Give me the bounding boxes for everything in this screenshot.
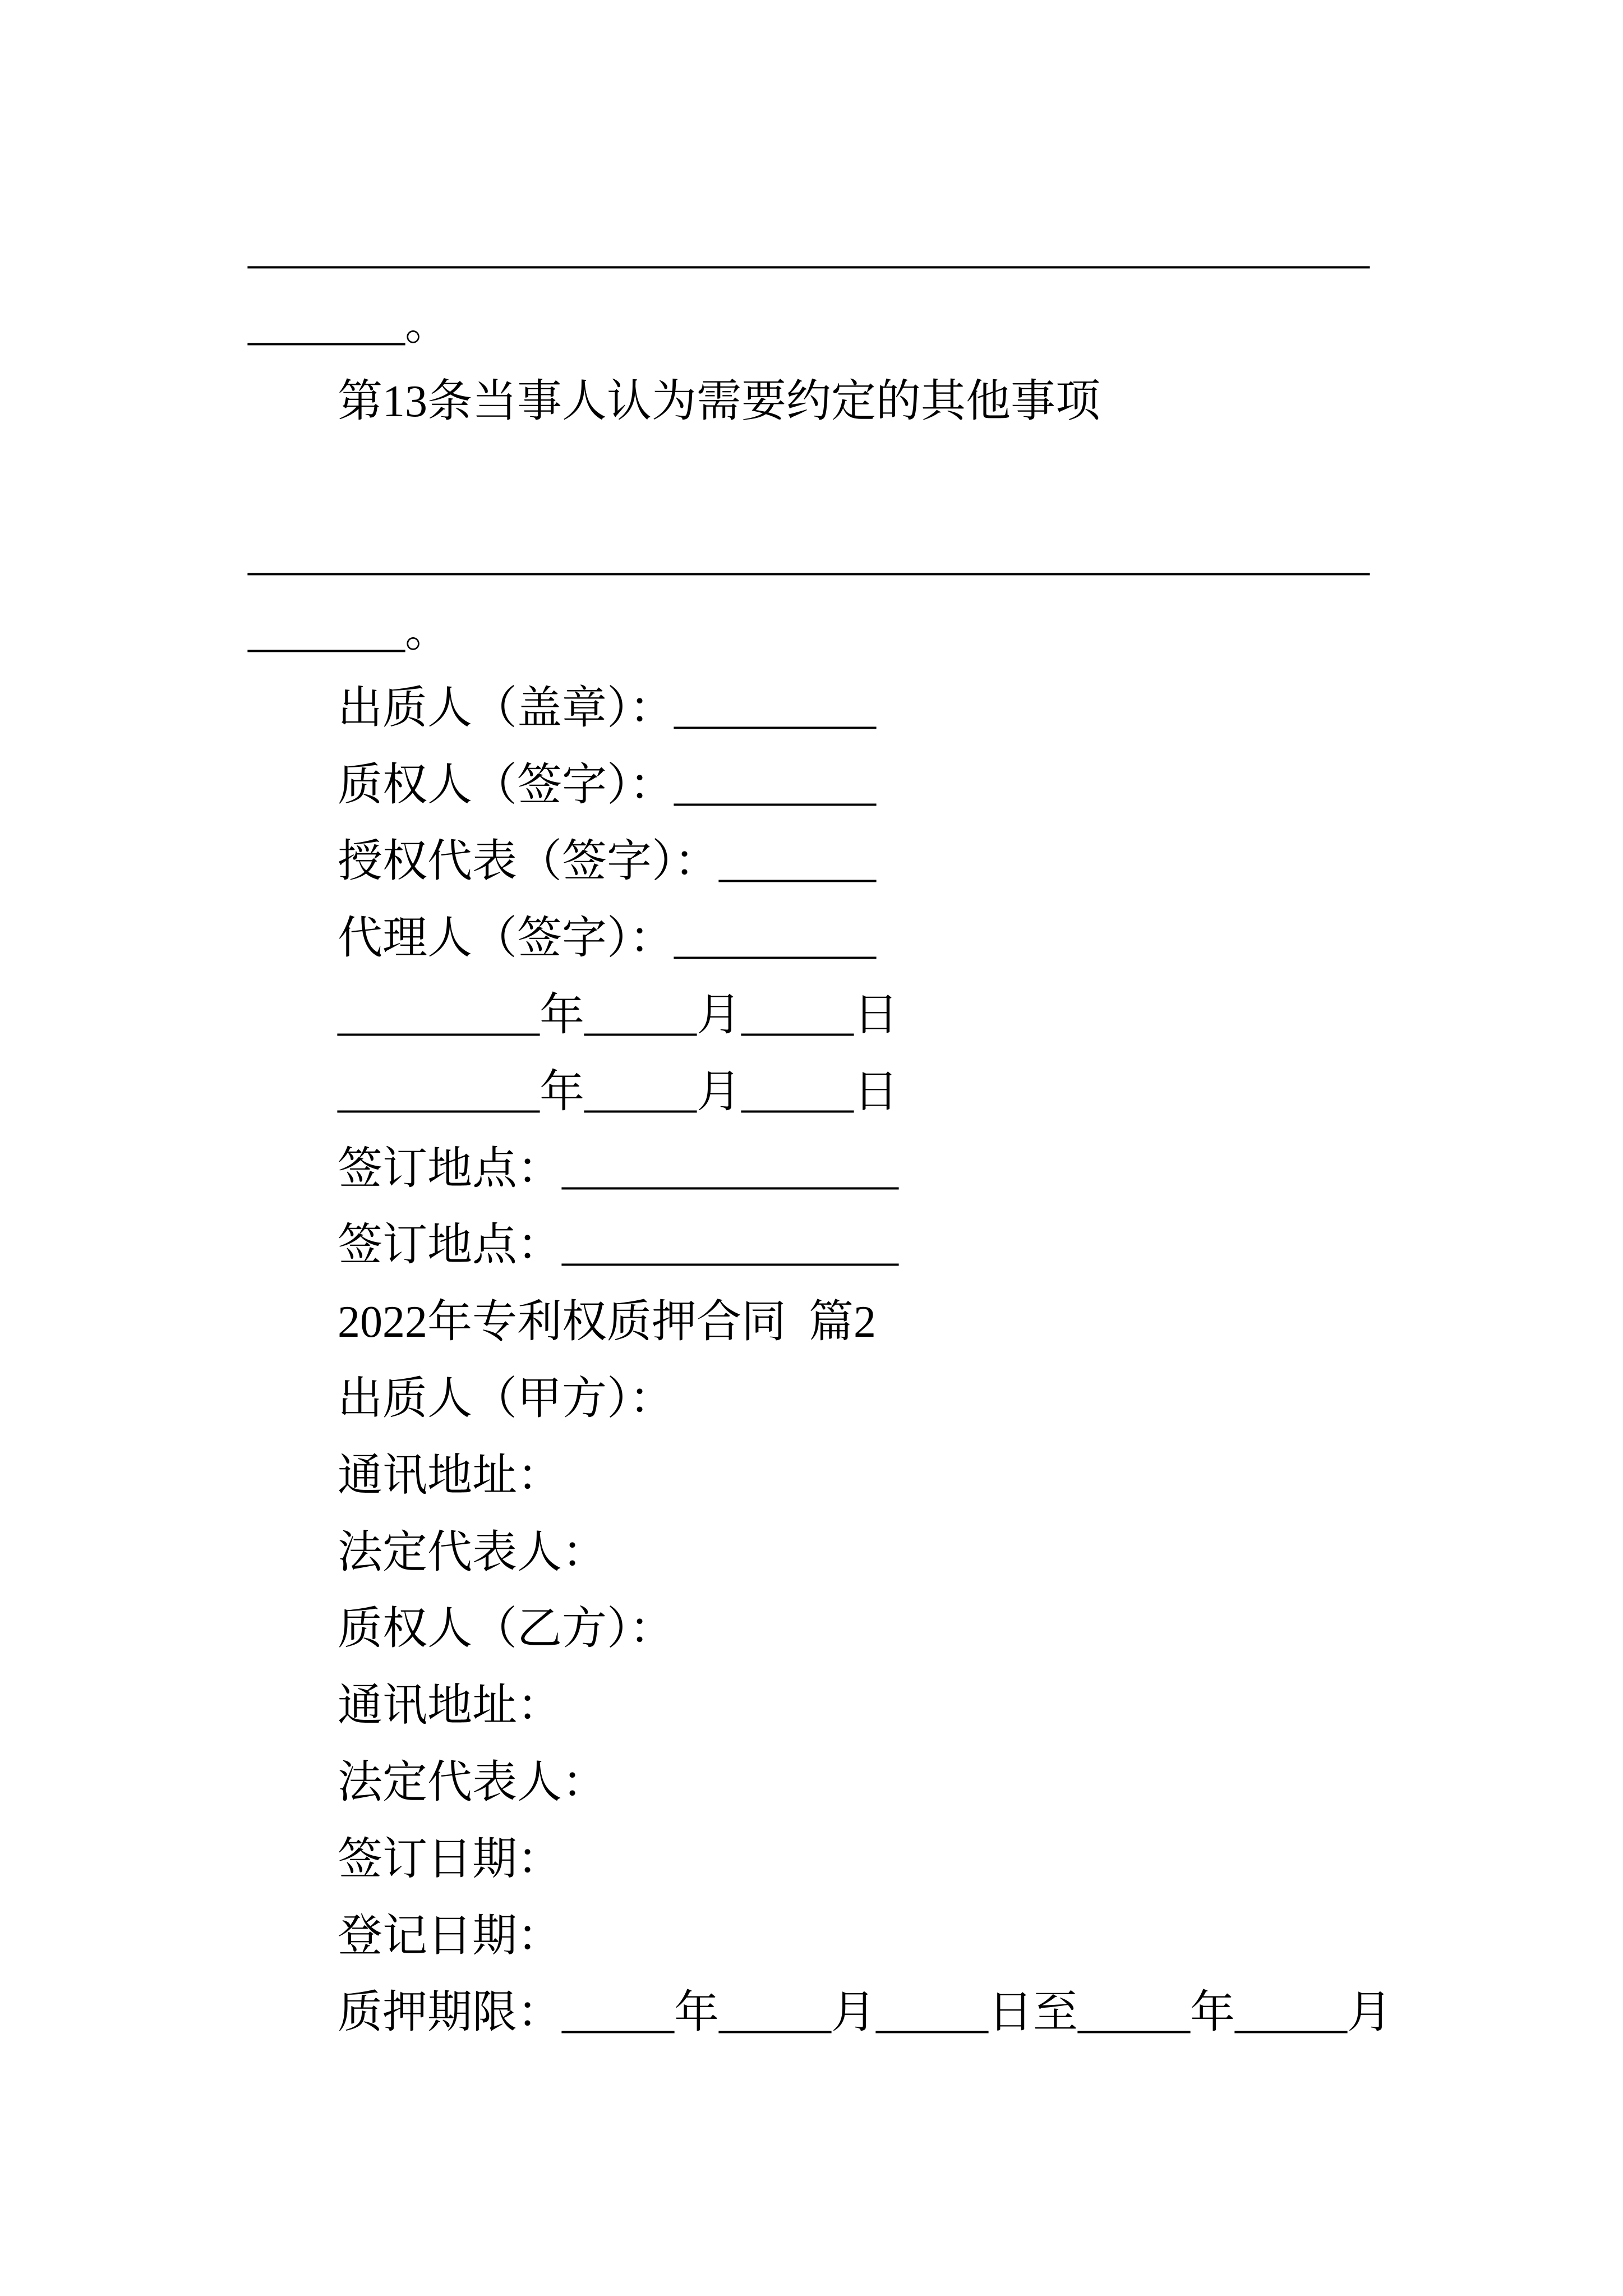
pledgor-party-a-line: 出质人（甲方）： [338, 1374, 674, 1424]
date-line: _________年_____月_____日 [338, 990, 898, 1040]
contract-title: 2022年专利权质押合同 篇2 [338, 1297, 876, 1347]
pledgee-legal-representative-line: 法定代表人： [338, 1757, 607, 1807]
previous-article-blank-line: __________________________________________________ [248, 223, 1370, 273]
previous-article-blank-end: _______。 [248, 300, 450, 349]
signing-place-line: 签订地点：_______________ [338, 1221, 898, 1271]
signing-place-line: 签订地点：_______________ [338, 1144, 898, 1194]
registration-date-line: 登记日期： [338, 1911, 562, 1961]
article-13-blank-end: _______。 [248, 606, 450, 656]
signing-date-line: 签订日期： [338, 1834, 562, 1884]
agent-signature-line: 代理人（签字）：_________ [338, 914, 876, 964]
pledgor-legal-representative-line: 法定代表人： [338, 1527, 607, 1577]
article-13-blank-line: __________________________________________________ [248, 530, 1370, 580]
pledgee-signature-line: 质权人（签字）：_________ [338, 760, 876, 810]
pledge-term-line: 质押期限：_____年_____月_____日至_____年_____月 [338, 1988, 1392, 2038]
pledgor-address-line: 通讯地址： [338, 1451, 562, 1501]
pledgee-address-line: 通讯地址： [338, 1681, 562, 1731]
authorized-representative-signature-line: 授权代表（签字）：_______ [338, 837, 876, 887]
article-13-heading: 第13条当事人认为需要约定的其他事项 [338, 376, 1100, 426]
pledgee-party-b-line: 质权人（乙方）： [338, 1604, 674, 1654]
empty-line [248, 440, 1482, 517]
date-line: _________年_____月_____日 [338, 1067, 898, 1117]
document-body [248, 210, 1482, 2051]
pledgor-seal-line: 出质人（盖章）：_________ [338, 683, 876, 733]
